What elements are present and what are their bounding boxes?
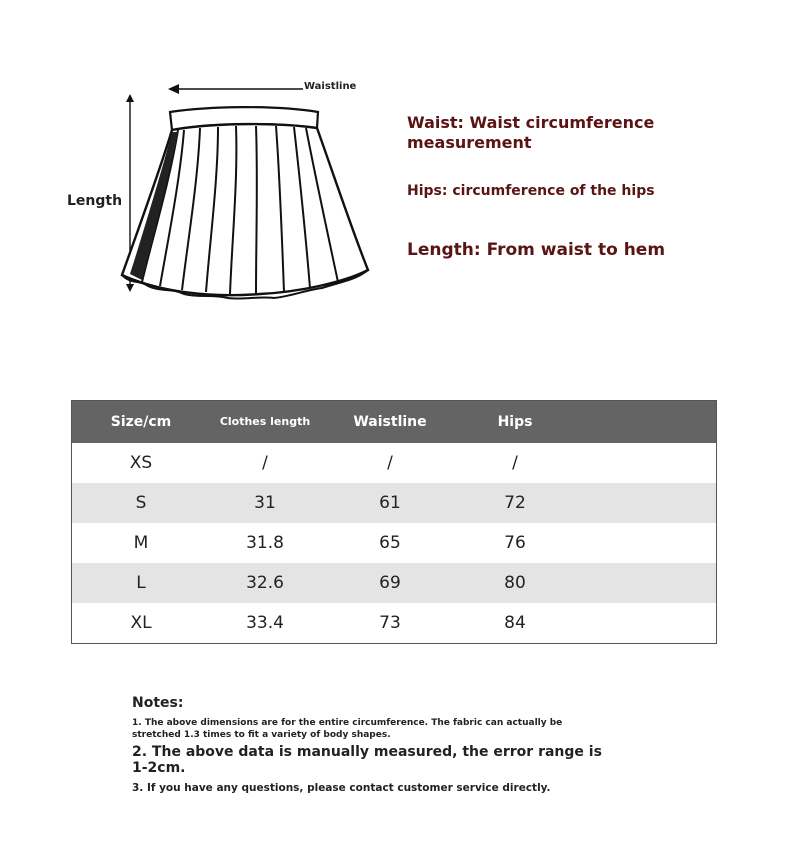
- cell-clothes-length: 32.6: [210, 563, 320, 603]
- note-item: 2. The above data is manually measured, the error range is 1-2cm.: [132, 744, 602, 776]
- cell-size: XS: [129, 453, 153, 473]
- notes-section: [132, 695, 612, 794]
- cell-size: M: [133, 533, 149, 553]
- note-item: 1. The above dimensions are for the entire circumference. The fabric can actually be stretched 1.3 times to fit a variety of body shapes.: [132, 718, 563, 740]
- note-item: 3. If you have any questions, please contact customer service directly.: [132, 782, 551, 794]
- length-label: Length: [67, 193, 123, 209]
- cell-waistline: 69: [320, 563, 460, 603]
- table-row: [72, 523, 717, 563]
- cell-spacer: [570, 443, 717, 483]
- table-header-row: [72, 401, 717, 444]
- notes-title: Notes:: [132, 695, 184, 711]
- cell-size: XL: [130, 613, 152, 633]
- cell-hips: 76: [504, 533, 526, 553]
- waistline-label: Waistline: [304, 81, 357, 92]
- header-waistline: Waistline: [320, 401, 460, 444]
- cell-size: S: [72, 483, 211, 523]
- cell-clothes-length: 31.8: [246, 533, 284, 553]
- cell-hips: 80: [460, 563, 570, 603]
- table-row: [72, 443, 717, 483]
- cell-waistline: /: [387, 453, 393, 473]
- cell-spacer: [570, 483, 717, 523]
- cell-waistline: 73: [379, 613, 401, 633]
- cell-waistline: 65: [379, 533, 401, 553]
- table-row: [72, 603, 717, 644]
- cell-hips: 72: [460, 483, 570, 523]
- hips-definition: Hips: circumference of the hips: [407, 183, 655, 199]
- table-row: [72, 483, 717, 523]
- length-definition: Length: From waist to hem: [407, 240, 666, 260]
- table-row: [72, 563, 717, 603]
- cell-clothes-length: 33.4: [246, 613, 284, 633]
- waist-definition: Waist: Waist circumference measurement: [407, 113, 655, 152]
- cell-size: L: [72, 563, 211, 603]
- header-clothes-length: Clothes length: [210, 401, 320, 444]
- cell-waistline: 61: [320, 483, 460, 523]
- pleated-skirt-diagram: [60, 70, 380, 310]
- cell-spacer: [570, 603, 717, 644]
- cell-clothes-length: /: [262, 453, 268, 473]
- cell-hips: 84: [504, 613, 526, 633]
- header-hips: Hips: [460, 401, 570, 444]
- cell-clothes-length: 31: [210, 483, 320, 523]
- size-table: [71, 400, 717, 644]
- cell-hips: /: [512, 453, 518, 473]
- header-size: Size/cm: [72, 401, 211, 444]
- cell-spacer: [570, 523, 717, 563]
- cell-spacer: [570, 563, 717, 603]
- waistline-arrow: [168, 84, 303, 94]
- header-spacer: [570, 401, 717, 444]
